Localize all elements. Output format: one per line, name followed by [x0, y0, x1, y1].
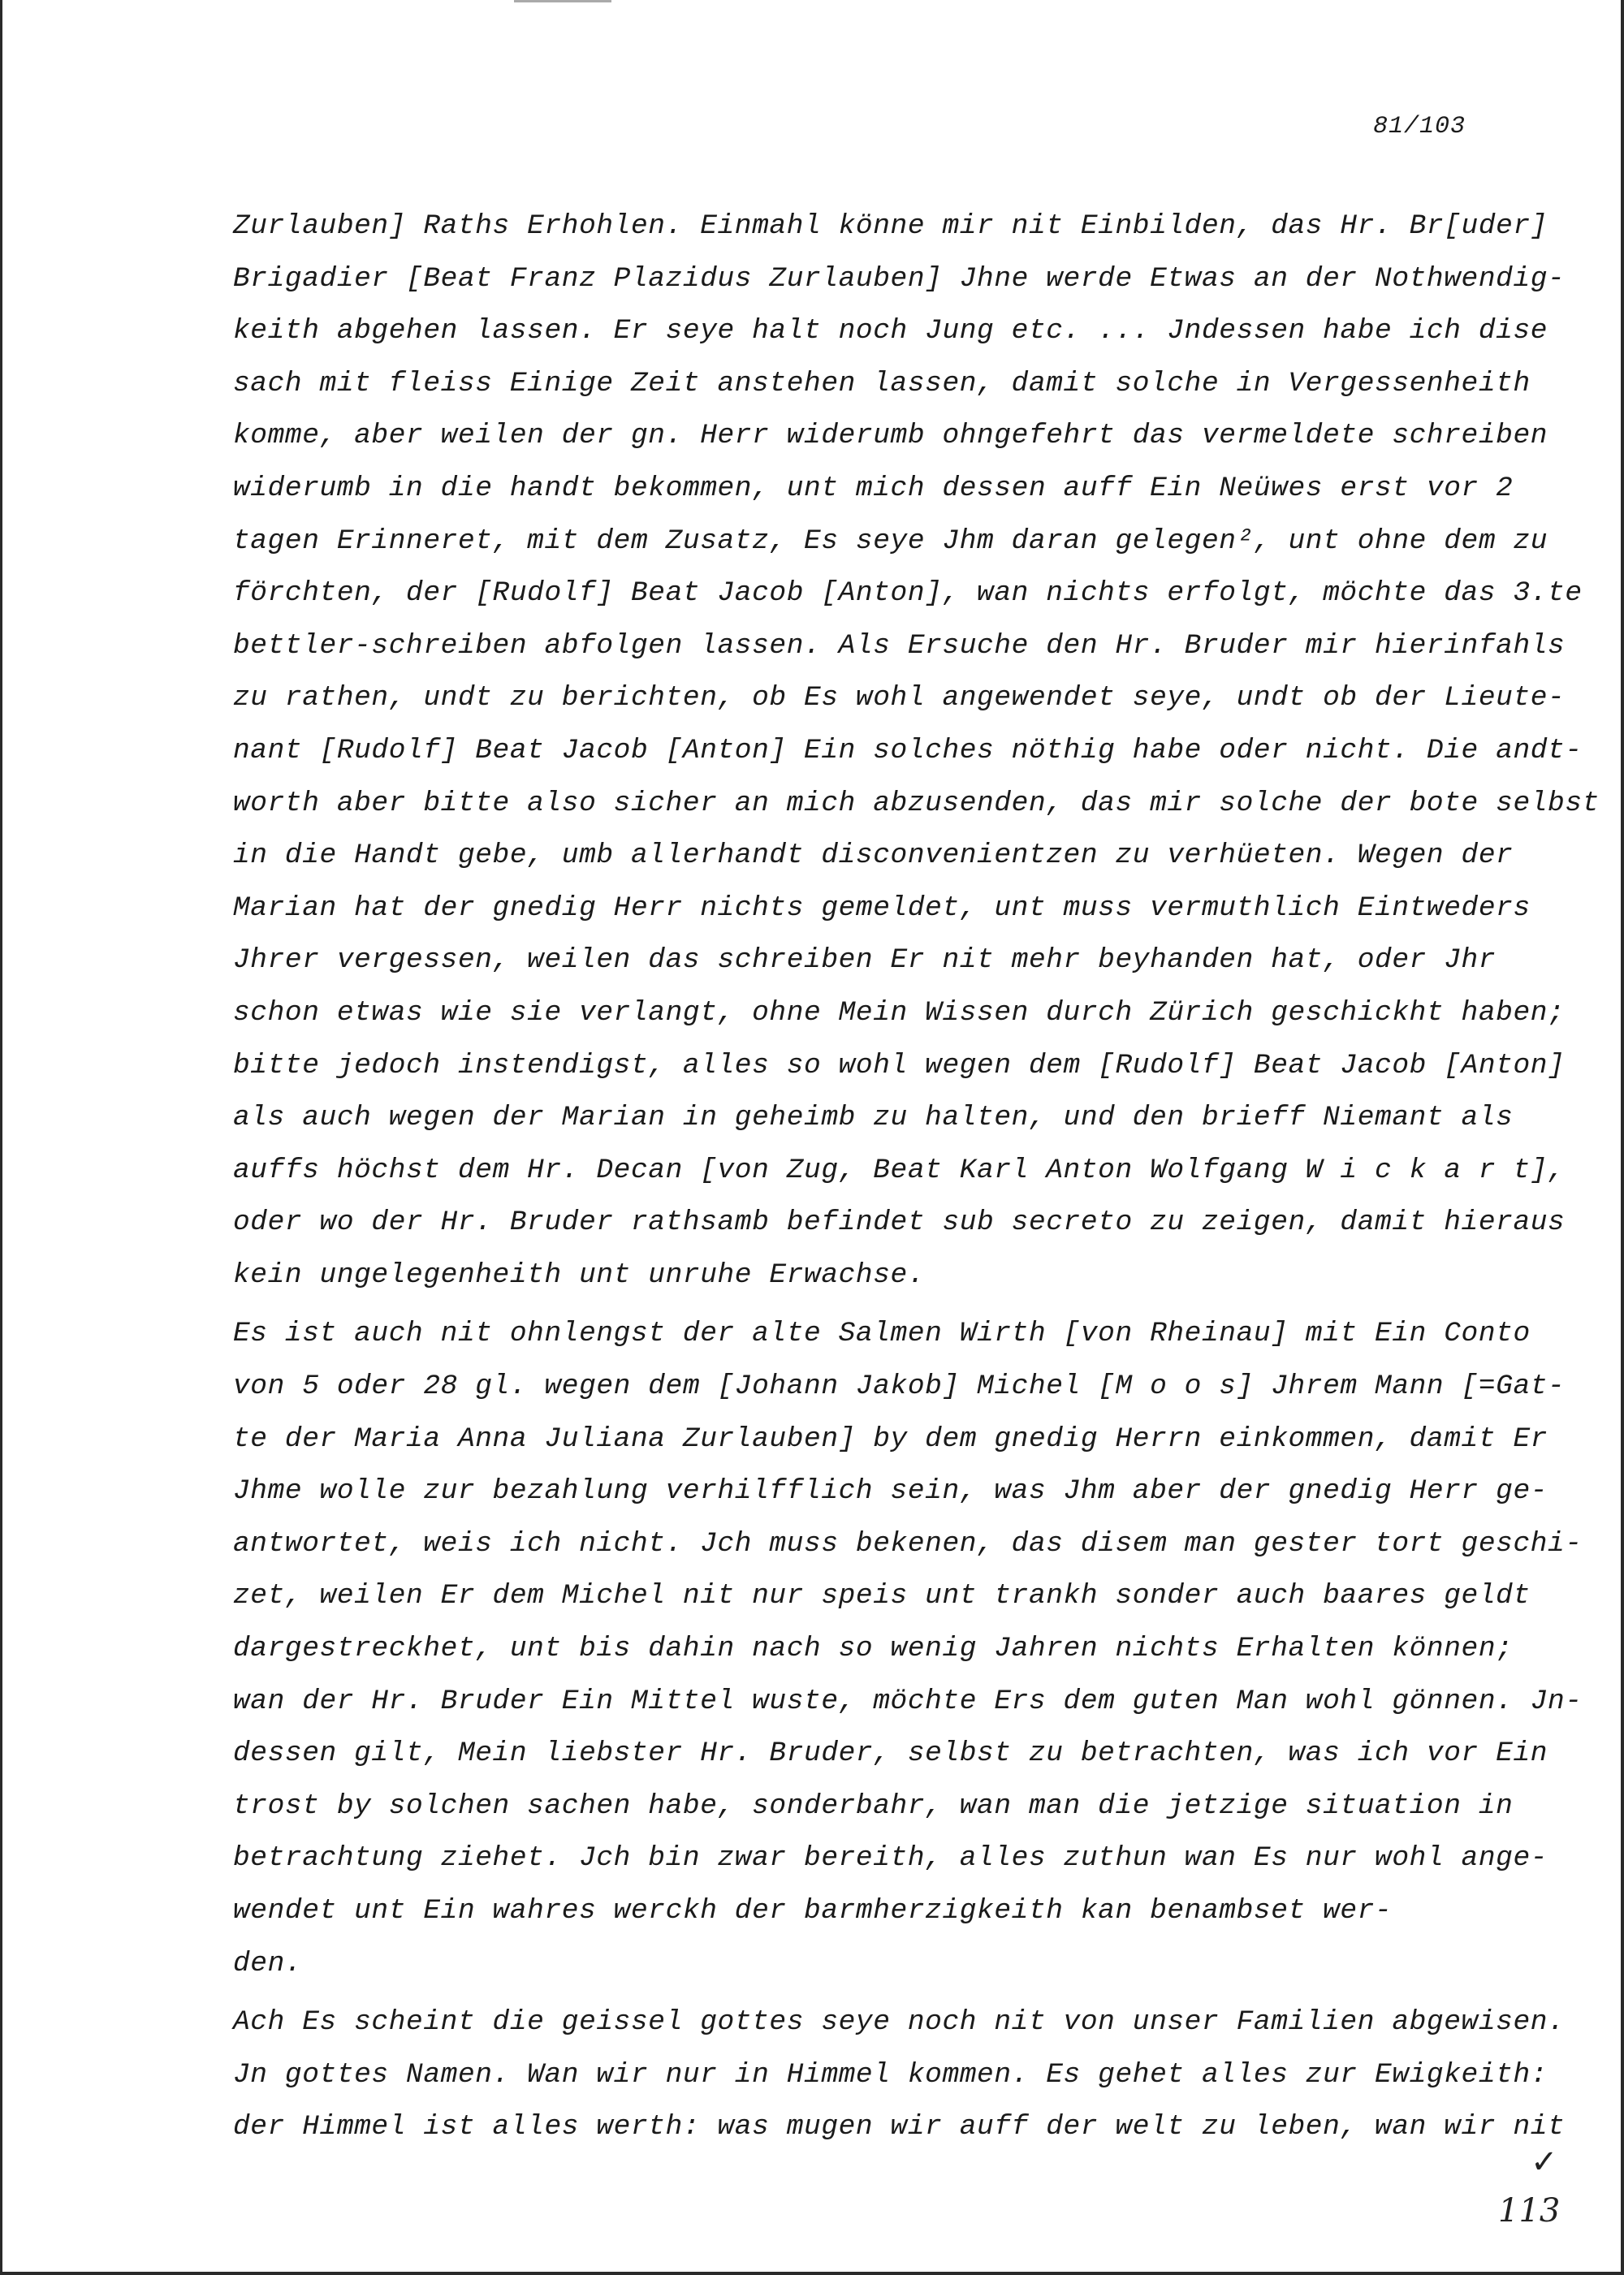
check-mark-icon: ✓	[1531, 2143, 1558, 2181]
text-line: komme, aber weilen der gn. Herr widerumb ohngefehrt das vermeldete schreiben	[233, 420, 1548, 452]
text-line: zet, weilen Er dem Michel nit nur speis unt trankh sonder auch baares geldt	[233, 1580, 1531, 1612]
text-line: nant [Rudolf] Beat Jacob [Anton] Ein solches nöthig habe oder nicht. Die andt-	[233, 734, 1583, 766]
text-line: auffs höchst dem Hr. Decan [von Zug, Beat Karl Anton Wolfgang W i c k a r t],	[233, 1154, 1566, 1186]
text-line: Es ist auch nit ohnlengst der alte Salmen Wirth [von Rheinau] mit Ein Conto	[233, 1318, 1531, 1350]
text-line: kein ungelegenheith unt unruhe Erwachse.	[233, 1258, 926, 1291]
text-line: schon etwas wie sie verlangt, ohne Mein Wissen durch Zürich geschickht haben;	[233, 996, 1566, 1029]
text-line: keith abgehen lassen. Er seye halt noch Jung etc. ... Jndessen habe ich dise	[233, 315, 1548, 348]
text-line: trost by solchen sachen habe, sonderbahr, wan man die jetzige situation in	[233, 1789, 1514, 1822]
text-line: betrachtung ziehet. Jch bin zwar bereith, alles zuthun wan Es nur wohl ange-	[233, 1842, 1548, 1875]
scan-edge-mark	[514, 0, 611, 2]
text-line: als auch wegen der Marian in geheimb zu halten, und den brieff Niemant als	[233, 1102, 1514, 1134]
letter-body	[233, 206, 1600, 2160]
text-line: zu rathen, undt zu berichten, ob Es wohl angewendet seye, undt ob der Lieute-	[233, 682, 1566, 714]
text-line: sach mit fleiss Einige Zeit anstehen lassen, damit solche in Vergessenheith	[233, 367, 1531, 399]
text-line: wendet unt Ein wahres werckh der barmherzigkeith kan benambset wer-	[233, 1895, 1393, 1927]
text-line: Jn gottes Namen. Wan wir nur in Himmel kommen. Es gehet alles zur Ewigkeith:	[233, 2058, 1548, 2091]
text-line: widerumb in die handt bekommen, unt mich dessen auff Ein Neüwes erst vor 2	[233, 472, 1514, 504]
text-line: von 5 oder 28 gl. wegen dem [Johann Jakob] Michel [M o o s] Jhrem Mann [=Gat-	[233, 1371, 1566, 1403]
text-line: Zurlauben] Raths Erhohlen. Einmahl könne mir nit Einbilden, das Hr. Br[uder]	[233, 210, 1548, 242]
text-line: worth aber bitte also sicher an mich abzusenden, das mir solche der bote selbst	[233, 787, 1600, 819]
text-line: Ach Es scheint die geissel gottes seye noch nit von unser Familien abgewisen.	[233, 2006, 1566, 2039]
text-line: den.	[233, 1947, 303, 1979]
text-line: bitte jedoch instendigst, alles so wohl wegen dem [Rudolf] Beat Jacob [Anton]	[233, 1049, 1566, 1081]
text-line: bettler-schreiben abfolgen lassen. Als Ersuche den Hr. Bruder mir hierinfahls	[233, 629, 1566, 662]
text-line: in die Handt gebe, umb allerhandt disconvenientzen zu verhüeten. Wegen der	[233, 840, 1514, 872]
text-line: Jhme wolle zur bezahlung verhilfflich sein, was Jhm aber der gnedig Herr ge-	[233, 1475, 1548, 1508]
archive-number: 113	[1498, 2192, 1561, 2230]
text-line: oder wo der Hr. Bruder rathsamb befindet sub secreto zu zeigen, damit hieraus	[233, 1207, 1566, 1239]
text-line: dessen gilt, Mein liebster Hr. Bruder, selbst zu betrachten, was ich vor Ein	[233, 1738, 1548, 1770]
text-line: antwortet, weis ich nicht. Jch muss bekenen, das disem man gester tort geschi-	[233, 1527, 1583, 1560]
text-line: te der Maria Anna Juliana Zurlauben] by dem gnedig Herrn einkommen, damit Er	[233, 1422, 1548, 1455]
text-line: Jhrer vergessen, weilen das schreiben Er nit mehr beyhanden hat, oder Jhr	[233, 944, 1497, 977]
text-line: Brigadier [Beat Franz Plazidus Zurlauben] Jhne werde Etwas an der Nothwendig-	[233, 262, 1566, 295]
text-line: wan der Hr. Bruder Ein Mittel wuste, möchte Ers dem guten Man wohl gönnen. Jn-	[233, 1685, 1583, 1717]
text-line: Marian hat der gnedig Herr nichts gemeldet, unt muss vermuthlich Eintweders	[233, 891, 1531, 924]
text-line: der Himmel ist alles werth: was mugen wir auff der welt zu leben, wan wir nit	[233, 2111, 1566, 2143]
page-number: 81/103	[1373, 113, 1466, 140]
text-line: dargestreckhet, unt bis dahin nach so wenig Jahren nichts Erhalten können;	[233, 1633, 1514, 1665]
text-line: tagen Erinneret, mit dem Zusatz, Es seye Jhm daran gelegen², unt ohne dem zu	[233, 525, 1548, 557]
text-line: förchten, der [Rudolf] Beat Jacob [Anton], wan nichts erfolgt, möchte das 3.te	[233, 577, 1583, 610]
